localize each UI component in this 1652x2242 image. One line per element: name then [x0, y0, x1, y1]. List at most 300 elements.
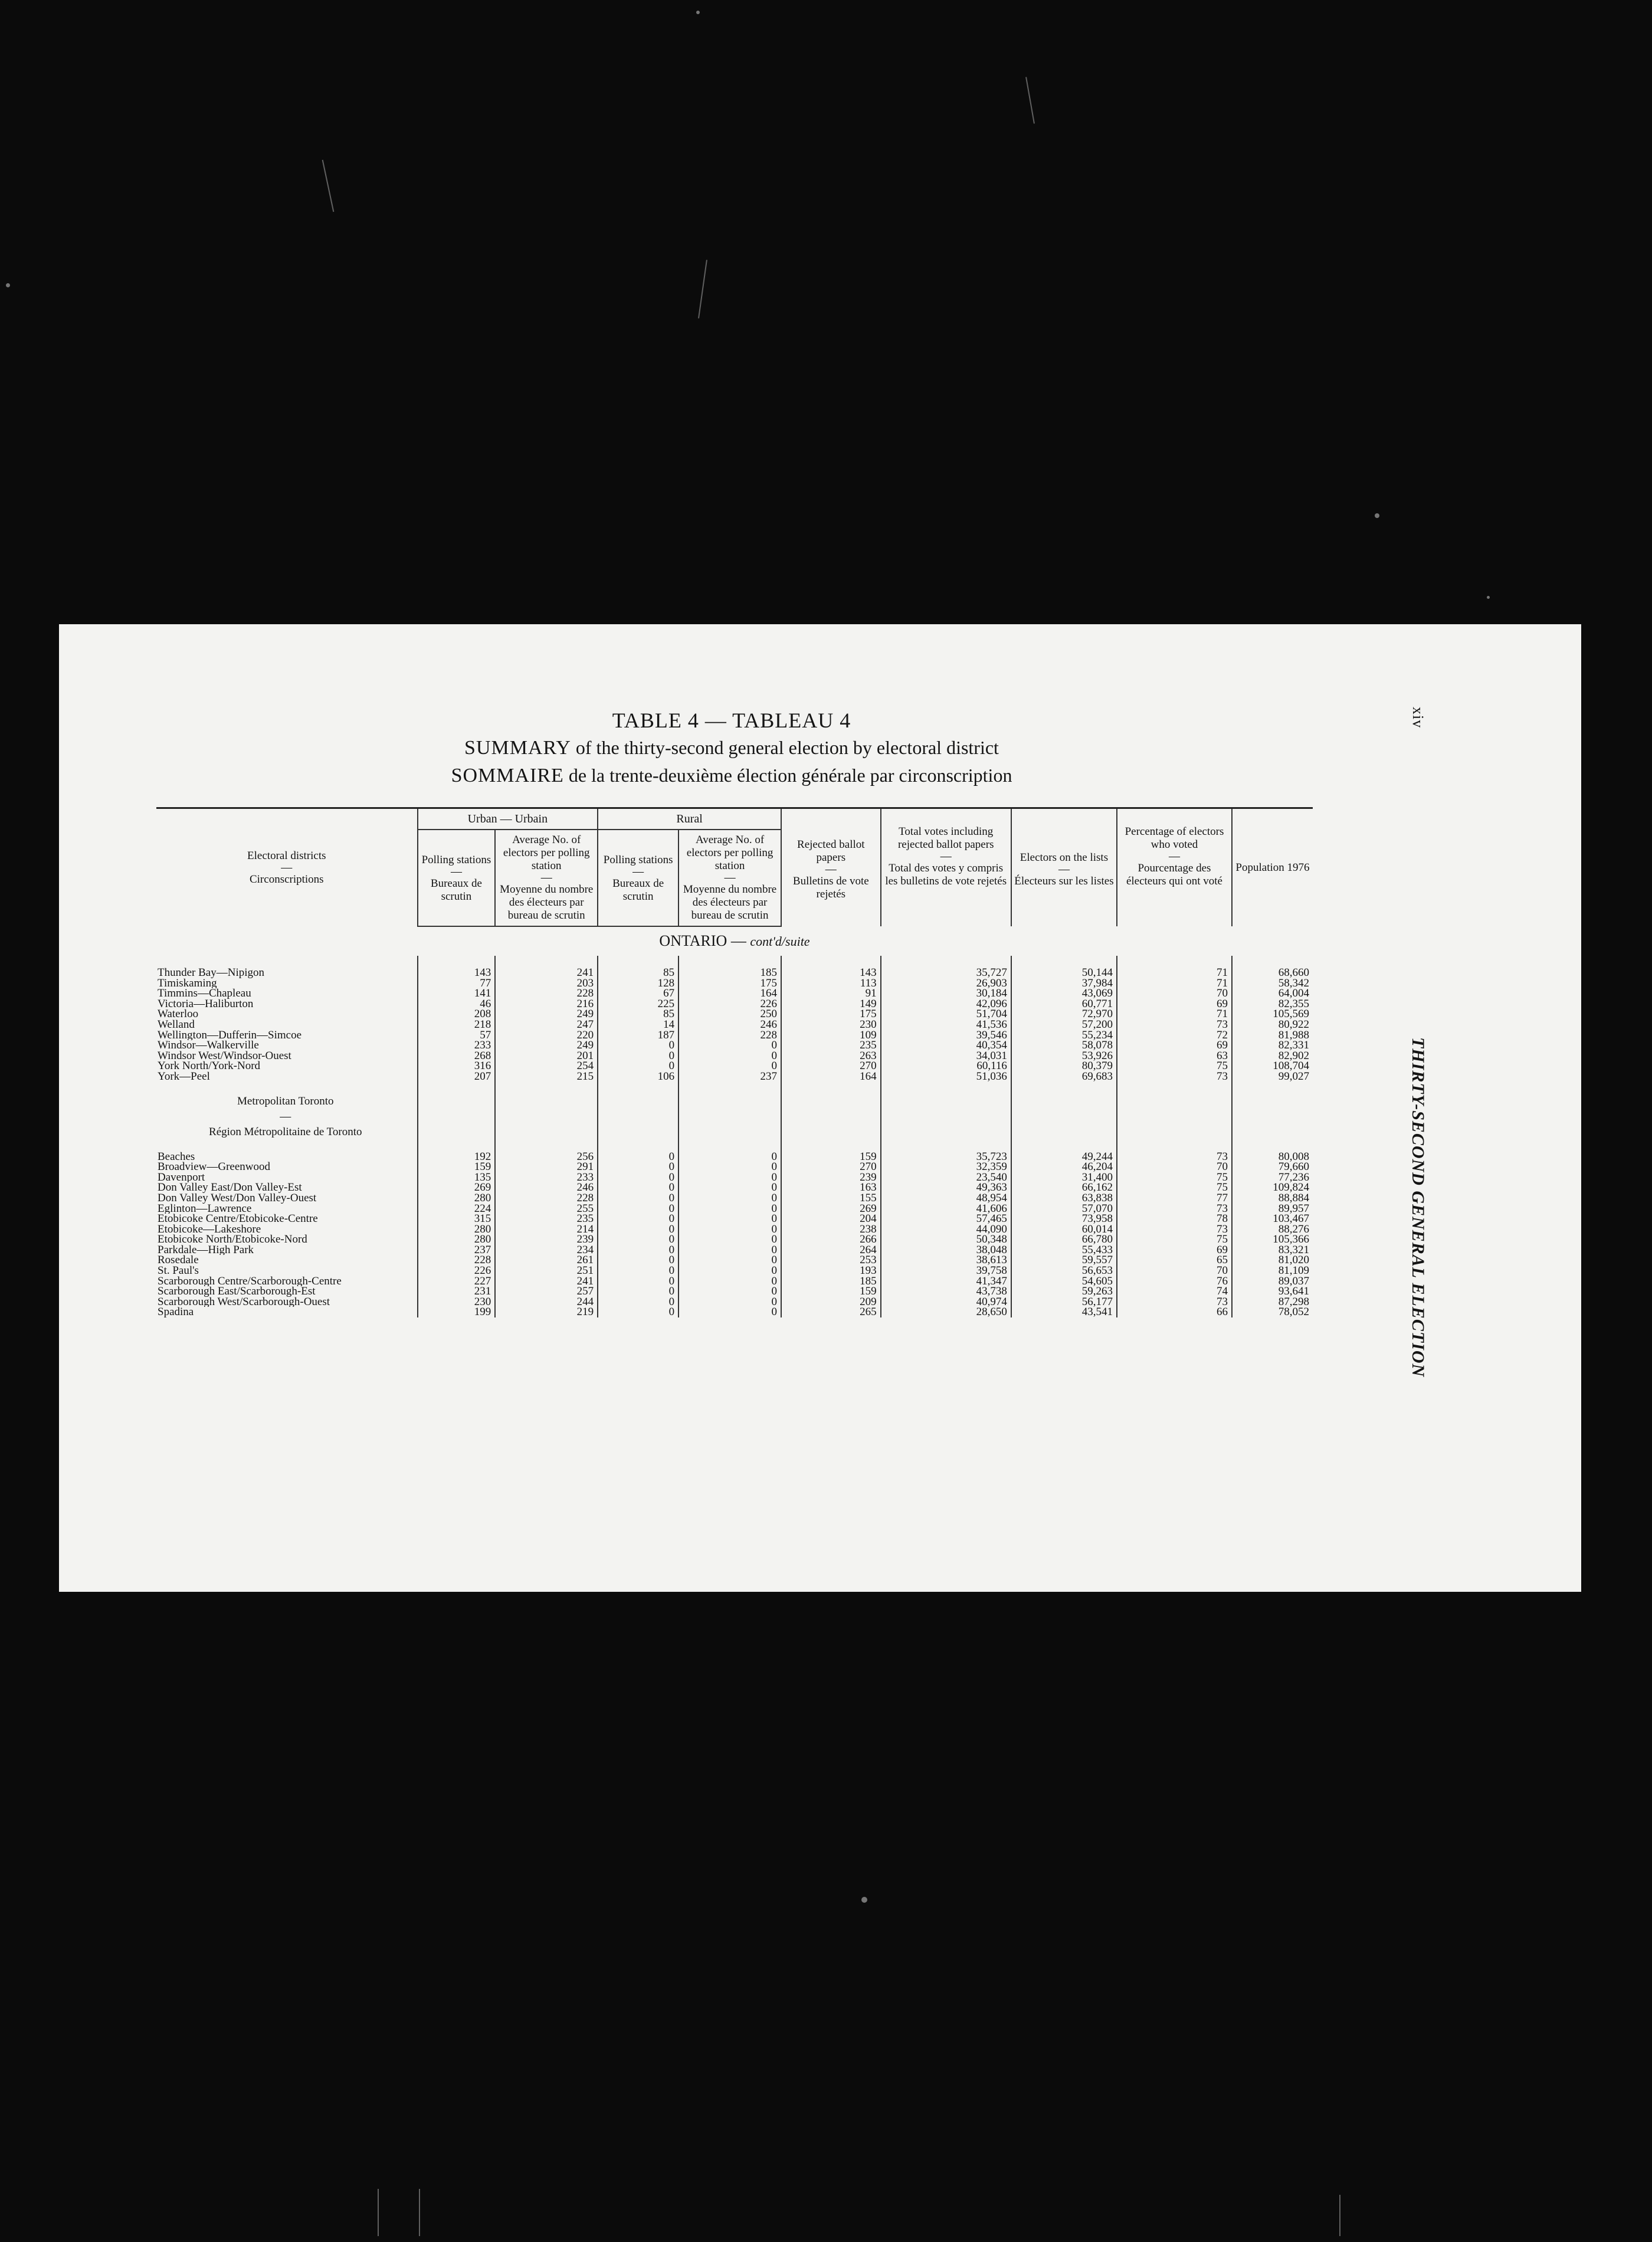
empty-cell — [495, 1125, 598, 1140]
cell-urban-polling: 316 — [418, 1061, 496, 1071]
cell-percentage: 71 — [1117, 968, 1232, 978]
empty-cell — [418, 956, 496, 968]
cell-urban-average: 201 — [495, 1051, 598, 1061]
cell-urban-average: 228 — [495, 1193, 598, 1204]
cell-electors: 50,144 — [1011, 968, 1117, 978]
table-row — [156, 1204, 1313, 1214]
cell-urban-polling: 237 — [418, 1245, 496, 1256]
cell-total-votes: 48,954 — [881, 1193, 1011, 1204]
summary-fr-lead: SOMMAIRE — [451, 765, 564, 786]
empty-cell — [1011, 956, 1117, 968]
cell-rejected: 209 — [781, 1297, 881, 1307]
cell-rural-polling: 0 — [598, 1307, 678, 1317]
cell-population: 99,027 — [1232, 1071, 1313, 1082]
cell-rural-polling: 0 — [598, 1214, 678, 1224]
cell-urban-polling: 143 — [418, 968, 496, 978]
cell-electors: 73,958 — [1011, 1214, 1117, 1224]
cell-urban-average: 249 — [495, 1040, 598, 1051]
running-title: THIRTY-SECOND GENERAL ELECTION — [1408, 1037, 1428, 1378]
cell-percentage: 70 — [1117, 988, 1232, 999]
empty-cell — [678, 1109, 781, 1125]
film-speck — [6, 283, 10, 287]
header-dash: — — [940, 850, 952, 863]
header-electors-en: Electors on the lists — [1020, 851, 1109, 864]
cell-total-votes: 50,348 — [881, 1234, 1011, 1245]
cell-urban-polling: 77 — [418, 978, 496, 989]
table-row — [156, 1071, 1313, 1082]
empty-cell — [1011, 1094, 1117, 1109]
cell-rural-average: 226 — [678, 999, 781, 1009]
cell-rural-average: 0 — [678, 1214, 781, 1224]
cell-rural-average: 0 — [678, 1152, 781, 1162]
table-row — [156, 1162, 1313, 1172]
cell-urban-polling: 135 — [418, 1172, 496, 1183]
cell-electors: 56,653 — [1011, 1266, 1117, 1276]
cell-percentage: 76 — [1117, 1276, 1232, 1287]
district-name: Timiskaming — [156, 978, 418, 989]
cell-urban-polling: 208 — [418, 1009, 496, 1020]
cell-rejected: 264 — [781, 1245, 881, 1256]
table-row — [156, 1051, 1313, 1061]
cell-rural-polling: 85 — [598, 1009, 678, 1020]
empty-cell — [418, 1109, 496, 1125]
table-row — [156, 1307, 1313, 1317]
cell-urban-average: 234 — [495, 1245, 598, 1256]
cell-rejected: 239 — [781, 1172, 881, 1183]
subheading-row — [156, 1109, 1313, 1125]
empty-cell — [418, 1094, 496, 1109]
table-row — [156, 978, 1313, 989]
cell-electors: 72,970 — [1011, 1009, 1117, 1020]
cell-rejected: 270 — [781, 1162, 881, 1172]
cell-rural-polling: 67 — [598, 988, 678, 999]
header-dash: — — [450, 866, 462, 878]
cell-population: 88,276 — [1232, 1224, 1313, 1235]
film-scratch — [698, 260, 707, 318]
header-electors-fr: Électeurs sur les listes — [1014, 875, 1114, 887]
empty-cell — [1232, 1082, 1313, 1094]
header-districts — [156, 808, 418, 927]
cell-rural-polling: 0 — [598, 1204, 678, 1214]
district-name: Davenport — [156, 1172, 418, 1183]
page-number: xiv — [1410, 707, 1427, 729]
header-average-fr: Moyenne du nombre des électeurs par bureau de scrutin — [683, 883, 777, 922]
cell-urban-polling: 227 — [418, 1276, 496, 1287]
cell-population: 87,298 — [1232, 1297, 1313, 1307]
cell-population: 82,355 — [1232, 999, 1313, 1009]
district-name: Etobicoke Centre/Etobicoke-Centre — [156, 1214, 418, 1224]
cell-population: 81,109 — [1232, 1266, 1313, 1276]
cell-rural-polling: 128 — [598, 978, 678, 989]
cell-rejected: 91 — [781, 988, 881, 999]
table-row — [156, 1297, 1313, 1307]
cell-percentage: 75 — [1117, 1234, 1232, 1245]
cell-percentage: 70 — [1117, 1162, 1232, 1172]
cell-population: 81,020 — [1232, 1255, 1313, 1266]
table-row — [156, 1182, 1313, 1193]
cell-rural-polling: 187 — [598, 1030, 678, 1041]
cell-population: 81,988 — [1232, 1030, 1313, 1041]
cell-electors: 56,177 — [1011, 1297, 1117, 1307]
cell-electors: 66,780 — [1011, 1234, 1117, 1245]
header-average-en: Average No. of electors per polling station — [503, 834, 590, 872]
cell-population: 88,884 — [1232, 1193, 1313, 1204]
cell-rejected: 263 — [781, 1051, 881, 1061]
cell-electors: 49,244 — [1011, 1152, 1117, 1162]
cell-rural-average: 164 — [678, 988, 781, 999]
district-name: Welland — [156, 1020, 418, 1030]
cell-total-votes: 32,359 — [881, 1162, 1011, 1172]
cell-urban-average: 219 — [495, 1307, 598, 1317]
cell-percentage: 73 — [1117, 1297, 1232, 1307]
empty-cell — [1232, 1094, 1313, 1109]
cell-urban-polling: 226 — [418, 1266, 496, 1276]
header-urban-group: Urban — Urbain — [418, 808, 598, 830]
cell-rural-polling: 0 — [598, 1255, 678, 1266]
district-name: Eglinton—Lawrence — [156, 1204, 418, 1214]
header-average-en: Average No. of electors per polling station — [686, 834, 773, 872]
cell-rural-polling: 0 — [598, 1224, 678, 1235]
district-name: Timmins—Chapleau — [156, 988, 418, 999]
cell-percentage: 77 — [1117, 1193, 1232, 1204]
cell-total-votes: 44,090 — [881, 1224, 1011, 1235]
table-row — [156, 1061, 1313, 1071]
district-name: Waterloo — [156, 1009, 418, 1020]
cell-rejected: 266 — [781, 1234, 881, 1245]
cell-rural-polling: 0 — [598, 1245, 678, 1256]
table-row — [156, 1245, 1313, 1256]
cell-total-votes: 38,613 — [881, 1255, 1011, 1266]
empty-cell — [881, 1140, 1011, 1152]
cell-rural-polling: 106 — [598, 1071, 678, 1082]
table-titles — [153, 707, 1310, 789]
cell-rural-average: 175 — [678, 978, 781, 989]
film-speck — [1487, 596, 1490, 599]
cell-urban-polling: 231 — [418, 1286, 496, 1297]
cell-rural-polling: 85 — [598, 968, 678, 978]
empty-cell — [781, 1109, 881, 1125]
empty-cell — [598, 1082, 678, 1094]
header-polling-en: Polling stations — [421, 854, 491, 866]
cell-population: 78,052 — [1232, 1307, 1313, 1317]
cell-rejected: 149 — [781, 999, 881, 1009]
cell-population: 105,569 — [1232, 1009, 1313, 1020]
cell-percentage: 65 — [1117, 1255, 1232, 1266]
table-row — [156, 1255, 1313, 1266]
cell-urban-average: 255 — [495, 1204, 598, 1214]
cell-population: 108,704 — [1232, 1061, 1313, 1071]
table-row — [156, 1193, 1313, 1204]
header-urban-polling — [418, 830, 496, 926]
cell-rural-average: 0 — [678, 1061, 781, 1071]
cell-rural-average: 0 — [678, 1224, 781, 1235]
cell-total-votes: 41,536 — [881, 1020, 1011, 1030]
province-heading — [156, 926, 1313, 956]
cell-rejected: 269 — [781, 1204, 881, 1214]
cell-percentage: 78 — [1117, 1214, 1232, 1224]
cell-percentage: 69 — [1117, 999, 1232, 1009]
cell-total-votes: 39,758 — [881, 1266, 1011, 1276]
header-polling-en: Polling stations — [603, 854, 673, 866]
cell-percentage: 66 — [1117, 1307, 1232, 1317]
cell-rural-average: 0 — [678, 1193, 781, 1204]
cell-total-votes: 43,738 — [881, 1286, 1011, 1297]
district-name: Beaches — [156, 1152, 418, 1162]
summary-en-lead: SUMMARY — [464, 737, 571, 759]
province-row — [156, 926, 1313, 956]
cell-total-votes: 49,363 — [881, 1182, 1011, 1193]
empty-cell — [1011, 1140, 1117, 1152]
cell-total-votes: 40,354 — [881, 1040, 1011, 1051]
cell-total-votes: 40,974 — [881, 1297, 1011, 1307]
cell-total-votes: 35,727 — [881, 968, 1011, 978]
empty-cell — [881, 1125, 1011, 1140]
cell-urban-polling: 199 — [418, 1307, 496, 1317]
cell-percentage: 73 — [1117, 1224, 1232, 1235]
district-name: Victoria—Haliburton — [156, 999, 418, 1009]
cell-total-votes: 51,036 — [881, 1071, 1011, 1082]
cell-rejected: 155 — [781, 1193, 881, 1204]
cell-urban-average: 239 — [495, 1234, 598, 1245]
cell-rural-polling: 0 — [598, 1172, 678, 1183]
cell-rejected: 265 — [781, 1307, 881, 1317]
cell-population: 103,467 — [1232, 1214, 1313, 1224]
empty-cell — [495, 1094, 598, 1109]
summary-en — [153, 734, 1310, 762]
empty-cell — [156, 1082, 418, 1094]
district-name: Thunder Bay—Nipigon — [156, 968, 418, 978]
cell-rural-average: 0 — [678, 1297, 781, 1307]
metro-heading-dash: — — [156, 1109, 418, 1125]
cell-rural-polling: 0 — [598, 1051, 678, 1061]
cell-percentage: 70 — [1117, 1266, 1232, 1276]
cell-urban-average: 251 — [495, 1266, 598, 1276]
empty-cell — [1232, 956, 1313, 968]
cell-percentage: 69 — [1117, 1245, 1232, 1256]
header-dash: — — [540, 871, 552, 884]
cell-percentage: 72 — [1117, 1030, 1232, 1041]
empty-cell — [598, 1140, 678, 1152]
empty-cell — [781, 1094, 881, 1109]
cell-urban-polling: 280 — [418, 1193, 496, 1204]
metro-heading-en: Metropolitan Toronto — [156, 1094, 418, 1109]
cell-total-votes: 30,184 — [881, 988, 1011, 999]
empty-cell — [781, 1082, 881, 1094]
empty-cell — [678, 1082, 781, 1094]
district-name: Windsor West/Windsor-Ouest — [156, 1051, 418, 1061]
cell-electors: 53,926 — [1011, 1051, 1117, 1061]
cell-urban-polling: 57 — [418, 1030, 496, 1041]
empty-cell — [1117, 1109, 1232, 1125]
cell-urban-polling: 280 — [418, 1224, 496, 1235]
subheading-row — [156, 1094, 1313, 1109]
cell-rural-polling: 0 — [598, 1234, 678, 1245]
film-speck — [1375, 513, 1379, 518]
cell-percentage: 73 — [1117, 1152, 1232, 1162]
province-suffix: cont'd/suite — [750, 934, 810, 949]
cell-urban-average: 256 — [495, 1152, 598, 1162]
cell-total-votes: 26,903 — [881, 978, 1011, 989]
spacer-row — [156, 956, 1313, 968]
header-total-en: Total votes including rejected ballot papers — [897, 825, 994, 851]
metro-heading-fr: Région Métropolitaine de Toronto — [156, 1125, 418, 1140]
cell-electors: 60,014 — [1011, 1224, 1117, 1235]
table-row — [156, 1009, 1313, 1020]
cell-rural-average: 0 — [678, 1172, 781, 1183]
empty-cell — [881, 1082, 1011, 1094]
cell-population: 109,824 — [1232, 1182, 1313, 1193]
table-row — [156, 968, 1313, 978]
empty-cell — [1117, 956, 1232, 968]
spacer-row — [156, 1140, 1313, 1152]
cell-urban-average: 261 — [495, 1255, 598, 1266]
cell-urban-average: 241 — [495, 968, 598, 978]
district-name: Scarborough East/Scarborough-Est — [156, 1286, 418, 1297]
cell-population: 83,321 — [1232, 1245, 1313, 1256]
cell-rural-average: 0 — [678, 1051, 781, 1061]
table-row — [156, 1214, 1313, 1224]
cell-urban-average: 241 — [495, 1276, 598, 1287]
district-name: Scarborough Centre/Scarborough-Centre — [156, 1276, 418, 1287]
empty-cell — [1232, 1140, 1313, 1152]
empty-cell — [678, 1094, 781, 1109]
empty-cell — [598, 1109, 678, 1125]
cell-rural-average: 228 — [678, 1030, 781, 1041]
cell-urban-average: 257 — [495, 1286, 598, 1297]
empty-cell — [1011, 1109, 1117, 1125]
cell-urban-average: 244 — [495, 1297, 598, 1307]
cell-urban-polling: 233 — [418, 1040, 496, 1051]
district-name: York—Peel — [156, 1071, 418, 1082]
cell-rejected: 143 — [781, 968, 881, 978]
cell-urban-average: 235 — [495, 1214, 598, 1224]
header-population: Population 1976 — [1232, 808, 1313, 927]
cell-urban-average: 233 — [495, 1172, 598, 1183]
cell-population: 64,004 — [1232, 988, 1313, 999]
header-rejected-fr: Bulletins de vote rejetés — [792, 875, 869, 900]
cell-rural-polling: 225 — [598, 999, 678, 1009]
cell-rural-average: 0 — [678, 1234, 781, 1245]
table-row — [156, 999, 1313, 1009]
cell-urban-average: 214 — [495, 1224, 598, 1235]
table-row — [156, 1172, 1313, 1183]
cell-total-votes: 41,347 — [881, 1276, 1011, 1287]
cell-urban-polling: 228 — [418, 1255, 496, 1266]
cell-rejected: 163 — [781, 1182, 881, 1193]
district-name: Parkdale—High Park — [156, 1245, 418, 1256]
cell-urban-polling: 268 — [418, 1051, 496, 1061]
cell-rejected: 113 — [781, 978, 881, 989]
district-name: York North/York-Nord — [156, 1061, 418, 1071]
cell-electors: 57,200 — [1011, 1020, 1117, 1030]
cell-urban-polling: 315 — [418, 1214, 496, 1224]
cell-total-votes: 42,096 — [881, 999, 1011, 1009]
cell-urban-average: 246 — [495, 1182, 598, 1193]
cell-electors: 57,070 — [1011, 1204, 1117, 1214]
header-percentage-en: Percentage of electors who voted — [1125, 825, 1224, 851]
cell-population: 82,331 — [1232, 1040, 1313, 1051]
header-rural-average — [678, 830, 781, 926]
empty-cell — [418, 1125, 496, 1140]
empty-cell — [1011, 1082, 1117, 1094]
cell-rural-average: 0 — [678, 1245, 781, 1256]
cell-percentage: 75 — [1117, 1061, 1232, 1071]
cell-total-votes: 41,606 — [881, 1204, 1011, 1214]
empty-cell — [678, 956, 781, 968]
cell-rejected: 204 — [781, 1214, 881, 1224]
header-dash: — — [632, 866, 644, 878]
cell-urban-average: 228 — [495, 988, 598, 999]
district-name: Don Valley West/Don Valley-Ouest — [156, 1193, 418, 1204]
subheading-row — [156, 1125, 1313, 1140]
empty-cell — [1232, 1125, 1313, 1140]
cell-rural-average: 0 — [678, 1040, 781, 1051]
header-electors — [1011, 808, 1117, 927]
district-name: Broadview—Greenwood — [156, 1162, 418, 1172]
cell-electors: 80,379 — [1011, 1061, 1117, 1071]
film-scratch — [1025, 77, 1035, 123]
cell-urban-average: 203 — [495, 978, 598, 989]
cell-urban-average: 216 — [495, 999, 598, 1009]
table-row — [156, 1040, 1313, 1051]
cell-rejected: 253 — [781, 1255, 881, 1266]
film-scratch — [378, 2189, 379, 2236]
empty-cell — [881, 1109, 1011, 1125]
cell-percentage: 69 — [1117, 1040, 1232, 1051]
cell-rural-polling: 0 — [598, 1286, 678, 1297]
header-polling-fr: Bureaux de scrutin — [612, 877, 664, 903]
header-dash: — — [1168, 850, 1180, 863]
cell-rejected: 109 — [781, 1030, 881, 1041]
header-rejected — [781, 808, 881, 927]
empty-cell — [598, 956, 678, 968]
cell-electors: 31,400 — [1011, 1172, 1117, 1183]
header-rural-group: Rural — [598, 808, 781, 830]
cell-percentage: 75 — [1117, 1172, 1232, 1183]
header-dash: — — [825, 863, 837, 876]
cell-urban-polling: 46 — [418, 999, 496, 1009]
empty-cell — [678, 1125, 781, 1140]
cell-rural-polling: 0 — [598, 1193, 678, 1204]
cell-total-votes: 28,650 — [881, 1307, 1011, 1317]
film-speck — [696, 11, 700, 14]
cell-population: 89,037 — [1232, 1276, 1313, 1287]
cell-population: 77,236 — [1232, 1172, 1313, 1183]
cell-electors: 66,162 — [1011, 1182, 1117, 1193]
cell-population: 68,660 — [1232, 968, 1313, 978]
cell-rural-polling: 0 — [598, 1276, 678, 1287]
district-name: Etobicoke North/Etobicoke-Nord — [156, 1234, 418, 1245]
cell-urban-average: 215 — [495, 1071, 598, 1082]
table-label: TABLE 4 — TABLEAU 4 — [612, 709, 851, 732]
header-dash: — — [281, 861, 293, 874]
header-districts-fr: Circonscriptions — [249, 873, 324, 886]
cell-electors: 58,078 — [1011, 1040, 1117, 1051]
cell-electors: 60,771 — [1011, 999, 1117, 1009]
cell-urban-average: 247 — [495, 1020, 598, 1030]
cell-total-votes: 34,031 — [881, 1051, 1011, 1061]
table-row — [156, 1266, 1313, 1276]
cell-rural-polling: 0 — [598, 1162, 678, 1172]
empty-cell — [495, 956, 598, 968]
cell-rural-average: 0 — [678, 1276, 781, 1287]
summary-table — [156, 807, 1313, 1317]
cell-electors: 43,541 — [1011, 1307, 1117, 1317]
cell-electors: 59,557 — [1011, 1255, 1117, 1266]
cell-electors: 59,263 — [1011, 1286, 1117, 1297]
cell-rural-polling: 0 — [598, 1061, 678, 1071]
table-row — [156, 1234, 1313, 1245]
